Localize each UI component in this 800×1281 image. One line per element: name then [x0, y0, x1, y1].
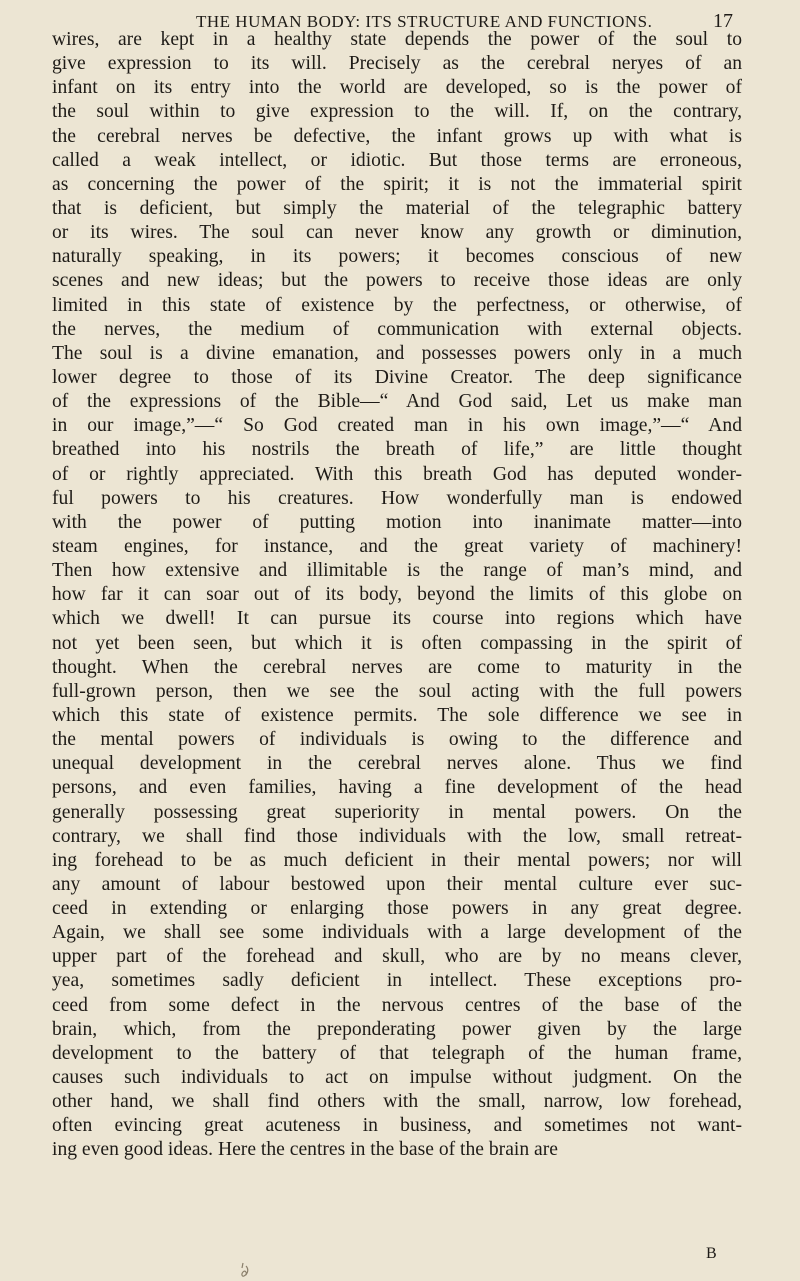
text-line: The soul is a divine emanation, and possesses powers only in a much [52, 342, 742, 364]
text-line: which this state of existence permits. The sole difference we see in [52, 704, 742, 726]
text-line: scenes and new ideas; but the powers to receive those ideas are only [52, 270, 742, 292]
body-text [52, 28, 742, 1163]
text-line: full-grown person, then we see the soul acting with the full powers [52, 680, 742, 702]
text-line: ing forehead to be as much deficient in their mental powers; nor will [52, 849, 742, 871]
text-line: the mental powers of individuals is owing to the difference and [52, 729, 742, 751]
text-line: ful powers to his creatures. How wonderfully man is endowed [52, 487, 742, 509]
text-line: often evincing great acuteness in business, and sometimes not want- [52, 1115, 742, 1137]
text-line: or its wires. The soul can never know any growth or diminution, [52, 222, 742, 244]
text-line: the cerebral nerves be defective, the infant grows up with what is [52, 125, 742, 147]
text-line: upper part of the forehead and skull, who are by no means clever, [52, 946, 742, 968]
text-line: generally possessing great superiority in mental powers. On the [52, 801, 742, 823]
text-line: infant on its entry into the world are developed, so is the power of [52, 77, 742, 99]
text-line: as concerning the power of the spirit; it is not the immaterial spirit [52, 173, 742, 195]
text-line: that is deficient, but simply the material of the telegraphic battery [52, 197, 742, 219]
text-line: yea, sometimes sadly deficient in intellect. These exceptions pro- [52, 970, 742, 992]
text-line: of the expressions of the Bible—“ And God said, Let us make man [52, 391, 742, 413]
text-line: steam engines, for instance, and the great variety of machinery! [52, 535, 742, 557]
running-head: THE HUMAN BODY: ITS STRUCTURE AND FUNCTIONS. [196, 12, 653, 31]
ink-mark-icon [240, 1262, 250, 1278]
text-line: Then how extensive and illimitable is the range of man’s mind, and [52, 560, 742, 582]
text-line: which we dwell! It can pursue its course into regions which have [52, 608, 742, 630]
text-line: lower degree to those of its Divine Creator. The deep significance [52, 366, 742, 388]
text-line: in our image,”—“ So God created man in his own image,”—“ And [52, 415, 742, 437]
page-number: 17 [713, 10, 733, 32]
text-line: development to the battery of that telegraph of the human frame, [52, 1042, 742, 1064]
text-line: wires, are kept in a healthy state depends the power of the soul to [52, 29, 742, 50]
text-line: Again, we shall see some individuals with a large development of the [52, 922, 742, 944]
text-line: not yet been seen, but which it is often compassing in the spirit of [52, 632, 742, 654]
text-line: give expression to its will. Precisely as the cerebral neryes of an [52, 53, 742, 75]
text-line: the nerves, the medium of communication with external objects. [52, 318, 742, 340]
signature-mark: B [706, 1245, 717, 1262]
text-line: contrary, we shall find those individuals with the low, small retreat- [52, 825, 742, 847]
text-line: breathed into his nostrils the breath of life,” are little thought [52, 439, 742, 461]
text-line: unequal development in the cerebral nerves alone. Thus we find [52, 753, 742, 775]
text-line: other hand, we shall find others with the small, narrow, low forehead, [52, 1091, 742, 1113]
text-line: persons, and even families, having a fine development of the head [52, 777, 742, 799]
text-line: with the power of putting motion into inanimate matter—into [52, 511, 742, 533]
text-line: the soul within to give expression to the will. If, on the contrary, [52, 101, 742, 123]
text-line: of or rightly appreciated. With this breath God has deputed wonder- [52, 463, 742, 485]
text-line: causes such individuals to act on impulse without judgment. On the [52, 1067, 742, 1089]
text-line: brain, which, from the preponderating power given by the large [52, 1018, 742, 1040]
text-line: how far it can soar out of its body, beyond the limits of this globe on [52, 584, 742, 606]
text-line: called a weak intellect, or idiotic. But those terms are erroneous, [52, 149, 742, 171]
text-line: thought. When the cerebral nerves are come to maturity in the [52, 656, 742, 678]
text-line: ceed from some defect in the nervous centres of the base of the [52, 994, 742, 1016]
text-line: ceed in extending or enlarging those powers in any great degree. [52, 898, 742, 920]
text-line: any amount of labour bestowed upon their mental culture ever suc- [52, 873, 742, 895]
text-line: naturally speaking, in its powers; it becomes conscious of new [52, 246, 742, 268]
text-line: ing even good ideas. Here the centres in the base of the brain are [52, 1139, 558, 1161]
text-line: limited in this state of existence by the perfectness, or otherwise, of [52, 294, 742, 316]
